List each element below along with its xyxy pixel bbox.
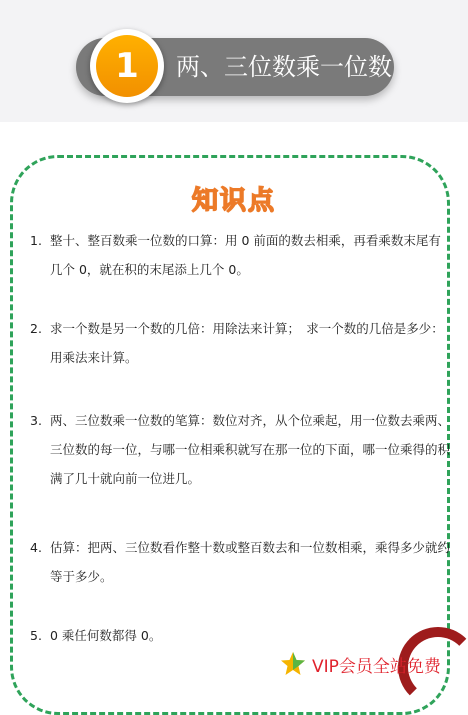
point-number: 2. [30, 321, 42, 336]
chapter-number: 1 [96, 35, 158, 97]
vip-watermark-text: VIP会员全站免费 [312, 656, 441, 677]
chapter-number-ring [90, 29, 164, 103]
vip-watermark[interactable] [280, 644, 468, 684]
chapter-title-pill [76, 38, 394, 96]
point-text: 整十、整百数乘一位数的口算：用 0 前面的数去相乘，再看乘数末尾有几个 0，就在积的末尾添上几个 0。 [50, 233, 441, 277]
point-number: 4. [30, 540, 42, 555]
knowledge-point-4 [30, 533, 450, 591]
point-number: 3. [30, 413, 42, 428]
point-text: 求一个数是另一个数的几倍：用除法来计算； 求一个数的几倍是多少：用乘法来计算。 [50, 321, 444, 365]
section-title: 知识点 [191, 186, 276, 216]
point-number: 1. [30, 233, 42, 248]
point-text: 两、三位数乘一位数的笔算：数位对齐，从个位乘起，用一位数去乘两、三位数的每一位，与哪一位相乘积就写在那一位的下面，哪一位乘得的积满了几十就向前一位进几。 [50, 413, 451, 486]
point-text: 估算：把两、三位数看作整十数或整百数去和一位数相乘，乘得多少就约等于多少。 [50, 540, 451, 584]
knowledge-point-1 [30, 226, 450, 284]
chapter-title: 两、三位数乘一位数 [176, 53, 392, 81]
point-number: 5. [30, 628, 42, 643]
star-icon [280, 651, 306, 677]
knowledge-point-3 [30, 406, 450, 493]
knowledge-point-2 [30, 314, 450, 372]
point-text: 0 乘任何数都得 0。 [50, 628, 162, 643]
